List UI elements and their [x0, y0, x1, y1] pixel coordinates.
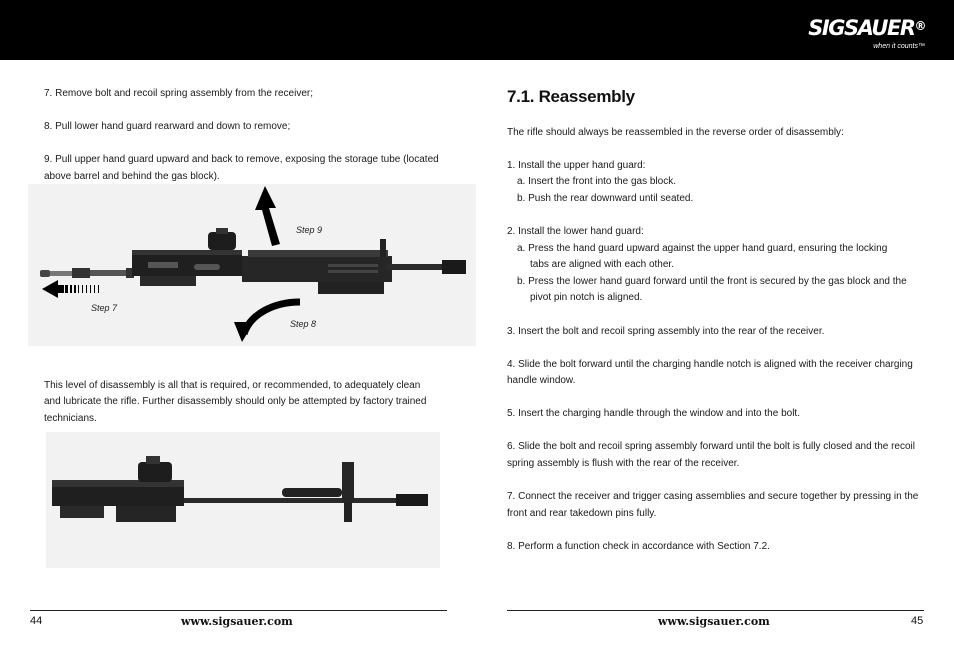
note-line-2: and lubricate the rifle. Further disassembly should only be attempted by factory trained — [44, 396, 427, 407]
item-7-cont: front and rear takedown pins fully. — [507, 508, 657, 519]
footer-url-left[interactable]: www.sigsauer.com — [181, 615, 293, 628]
step-9-label: Step 9 — [296, 225, 323, 235]
item-1b: b. Push the rear downward until seated. — [517, 193, 694, 204]
step-8-text: 8. Pull lower hand guard rearward and down to remove; — [44, 121, 291, 132]
item-4: 4. Slide the bolt forward until the charging handle notch is aligned with the receiver charging — [507, 359, 913, 370]
item-4-cont: handle window. — [507, 375, 576, 386]
section-heading: 7.1. Reassembly — [507, 87, 635, 106]
intro-text: The rifle should always be reassembled in the reverse order of disassembly: — [507, 127, 844, 138]
item-2b: b. Press the lower hand guard forward until the front is secured by the gas block and the — [517, 276, 907, 287]
item-6: 6. Slide the bolt and recoil spring assembly forward until the bolt is fully closed and the recoil — [507, 441, 915, 452]
rifle-receiver-group — [52, 456, 184, 522]
step-7-arrow — [42, 280, 99, 298]
step-9-text-cont: above barrel and behind the gas block). — [44, 171, 220, 182]
step-7-label: Step 7 — [91, 303, 118, 313]
header-bar — [0, 0, 954, 60]
sig-sauer-logo — [808, 16, 926, 54]
item-7: 7. Connect the receiver and trigger casing assemblies and secure together by pressing in the — [507, 491, 919, 502]
item-2a-cont: tabs are aligned with each other. — [530, 259, 674, 270]
disassembled-rifle-illustration — [46, 432, 440, 568]
item-6-cont: spring assembly is flush with the rear of the receiver. — [507, 458, 740, 469]
disassembled-rifle-figure — [46, 432, 440, 568]
rifle-disassembly-illustration — [28, 184, 476, 346]
step-9-arrow — [255, 186, 280, 246]
logo-wordmark: SIGSAUER® — [808, 16, 926, 40]
item-1a: a. Insert the front into the gas block. — [517, 176, 676, 187]
rifle-receiver — [132, 228, 466, 294]
step-9-text: 9. Pull upper hand guard upward and back to remove, exposing the storage tube (located — [44, 154, 439, 165]
footer-url-right[interactable]: www.sigsauer.com — [658, 615, 770, 628]
item-2a: a. Press the hand guard upward against the upper hand guard, ensuring the locking — [517, 243, 888, 254]
item-1: 1. Install the upper hand guard: — [507, 160, 646, 171]
item-5: 5. Insert the charging handle through the window and into the bolt. — [507, 408, 800, 419]
bolt-assembly — [40, 268, 134, 278]
item-2: 2. Install the lower hand guard: — [507, 226, 644, 237]
item-8: 8. Perform a function check in accordance with Section 7.2. — [507, 541, 770, 552]
item-2b-cont: pivot pin notch is aligned. — [530, 292, 643, 303]
barrel-group — [184, 462, 428, 522]
footer-rule-left — [30, 610, 447, 611]
page-number-right: 45 — [911, 615, 924, 627]
page-left — [0, 60, 477, 656]
logo-tagline: when it counts™ — [873, 43, 925, 50]
disassembly-figure — [28, 184, 476, 346]
page-number-left: 44 — [30, 615, 43, 627]
page-right — [477, 60, 954, 656]
step-7-text: 7. Remove bolt and recoil spring assembly from the receiver; — [44, 88, 314, 99]
note-line-1: This level of disassembly is all that is required, or recommended, to adequately clean — [44, 380, 421, 391]
note-line-3: technicians. — [44, 413, 97, 424]
step-8-label: Step 8 — [290, 319, 317, 329]
footer-rule-right — [507, 610, 924, 611]
item-3: 3. Insert the bolt and recoil spring assembly into the rear of the receiver. — [507, 326, 825, 337]
